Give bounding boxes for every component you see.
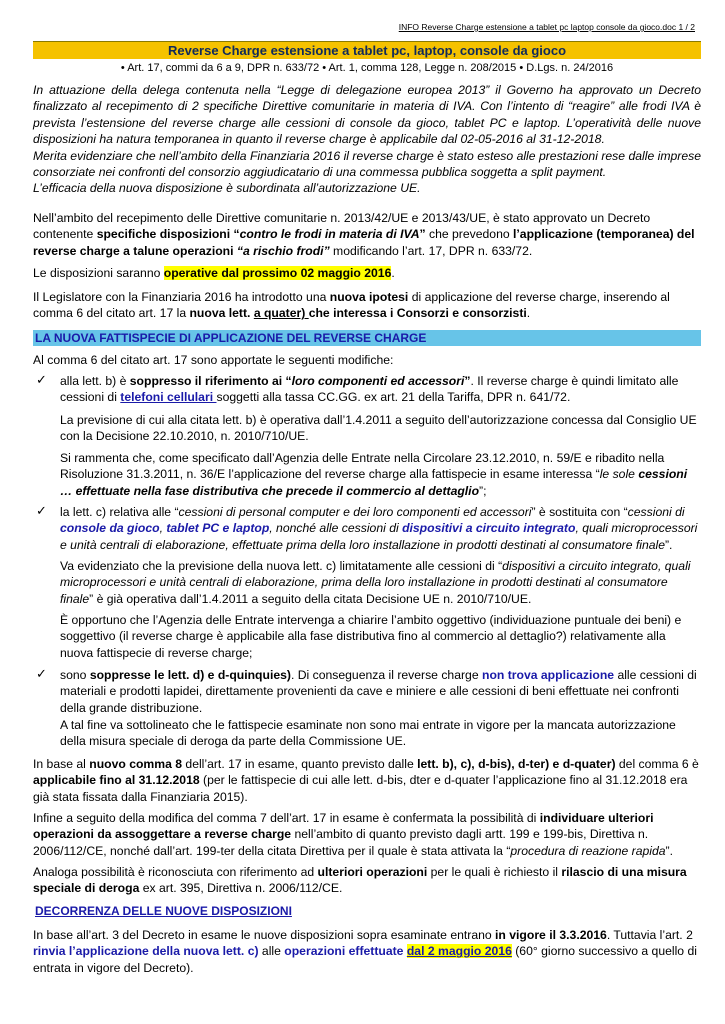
intro-summary xyxy=(33,82,701,197)
checkmark-icon: ✓ xyxy=(36,372,47,387)
link-telefoni-cellulari[interactable]: telefoni cellulari xyxy=(120,390,217,405)
legal-references: • Art. 17, commi da 6 a 9, DPR n. 633/72 • Art. 1, comma 128, Legge n. 208/2015 • D.Lgs. n. 24/2016 xyxy=(120,62,614,74)
list-item-paragraph: Va evidenziato che la previsione della nuova lett. c) limitatamente alle cessioni di “dispositivi a circuito integrato, quali microprocessori e unità centrali di elaborazione, prima della loro installazione in prodotti destinati al consumatore finale” è già operativa dall’1.4.2011 a seguito della citata Decisione UE n. 2010/710/UE. xyxy=(60,559,691,606)
paragraph-operative-date: Le disposizioni saranno operative dal prossimo 02 maggio 2016. xyxy=(33,266,395,280)
intro-paragraph: Merita evidenziare che nell’ambito della Finanziaria 2016 il reverse charge è stato esteso alle prestazioni rese dalle imprese consorziate nei confronti del consorzio aggiudicatario di una commessa pubblica soggetta a split payment. xyxy=(33,148,701,180)
paragraph-modifications-intro: Al comma 6 del citato art. 17 sono apportate le seguenti modifiche: xyxy=(33,353,394,367)
paragraph-decorrenza: In base all’art. 3 del Decreto in esame le nuove disposizioni sopra esaminate entrano in vigore il 3.3.2016. Tuttavia l’art. 2 rinvia l’applicazione della nuova lett. c) alle operazioni effettuate dal 2 maggio 2016 (60° giorno successivo a quello di entrata in vigore del Decreto). xyxy=(33,928,697,975)
intro-paragraph: L’efficacia della nuova disposizione è subordinata all’autorizzazione UE. xyxy=(33,181,421,196)
list-item-lett-b: alla lett. b) è soppresso il riferimento ai “loro componenti ed accessori”. Il reverse charge è quindi limitato alle cessioni di telefoni cellulari soggetti alla tassa CC.GG. ex art. 21 della Tariffa, DPR n. 641/72. xyxy=(60,374,679,405)
paragraph-comma-7: Infine a seguito della modifica del comma 7 dell’art. 17 in esame è confermata la possibilità di individuare ulteriori operazioni da assoggettare a reverse charge nell’ambito di quanto previsto dagli artt. 199 e 199-bis, Direttiva n. 2006/112/CE, nonché dall’art. 199-ter della citata Direttiva per il quale è stata attivata la “procedura di reazione rapida”. xyxy=(33,811,673,858)
list-item-paragraph: Si rammenta che, come specificato dall’Agenzia delle Entrate nella Circolare 23.12.2010, n. 59/E e ribadito nella Risoluzione 31.3.2011, n. 36/E l’applicazione del reverse charge alla fattispecie in esame interessa “le sole cessioni … effettuate nella fase distributiva che precede il commercio al dettaglio”; xyxy=(60,451,688,498)
paragraph-decree: Nell’ambito del recepimento delle Direttive comunitarie n. 2013/42/UE e 2013/43/UE, è stato approvato un Decreto contenente specifiche disposizioni “contro le frodi in materia di IVA” che prevedono l’applicazione (temporanea) del reverse charge a talune operazioni “a rischio frodi” modificando l’art. 17, DPR n. 633/72. xyxy=(33,211,695,258)
paragraph-comma-8: In base al nuovo comma 8 dell’art. 17 in esame, quanto previsto dalle lett. b), c), d-bis), d-ter) e d-quater) del comma 6 è applicabile fino al 31.12.2018 (per le fattispecie di cui alle lett. d-bis, dter e d-quater l’applicazione fino al 31.12.2018 era già stata fissata dalla Finanziaria 2015). xyxy=(33,757,699,804)
list-item-paragraph: A tal fine va sottolineato che le fattispecie esaminate non sono mai entrate in vigore per la mancata autorizzazione della misura speciale di deroga da parte della Commissione UE. xyxy=(60,718,676,749)
paragraph-finanziaria: Il Legislatore con la Finanziaria 2016 ha introdotto una nuova ipotesi di applicazione del reverse charge, inserendo al comma 6 del citato art. 17 la nuova lett. a quater) che interessa i Consorzi e consorzisti. xyxy=(33,290,670,321)
paragraph-deroga: Analoga possibilità è riconosciuta con riferimento ad ulteriori operazioni per le quali è richiesto il rilascio di una misura speciale di deroga ex art. 395, Direttiva n. 2006/112/CE. xyxy=(33,865,687,896)
list-item-paragraph: È opportuno che l’Agenzia delle Entrate intervenga a chiarire l’ambito oggettivo (individuazione puntuale dei beni) e soggettivo (il reverse charge è applicabile alla fase distributiva fino al commercio al dettaglio?) relativamente alla nuova fattispecie di reverse charge; xyxy=(60,613,682,660)
file-reference: INFO Reverse Charge estensione a tablet pc laptop console da gioco.doc 1 / 2 xyxy=(398,22,695,32)
checkmark-icon: ✓ xyxy=(36,666,47,681)
list-item-paragraph: La previsione di cui alla citata lett. b) è operativa dall’1.4.2011 a seguito dell’autorizzazione concessa dal Consiglio UE con la Decisione 22.10.2010, n. 2010/710/UE. xyxy=(60,413,697,444)
highlight-date: dal 2 maggio 2016 xyxy=(406,944,512,959)
list-item-lett-c: la lett. c) relativa alle “cessioni di personal computer e dei loro componenti ed accessori” è sostituita con “cessioni di console da gioco, tablet PC e laptop, nonché alle cessioni di dispositivi a circuito integrato, quali microprocessori e unità centrali di elaborazione, effettuate prima della loro installazione in prodotti destinati al consumatore finale”. xyxy=(60,505,698,552)
highlight-date: operative dal prossimo 02 maggio 2016 xyxy=(163,266,392,280)
section-heading-new-case: LA NUOVA FATTISPECIE DI APPLICAZIONE DEL REVERSE CHARGE xyxy=(33,330,701,346)
intro-paragraph: In attuazione della delega contenuta nella “Legge di delegazione europea 2013” il Governo ha approvato un Decreto finalizzato al recepimento di 2 specifiche Direttive comunitarie in materia di IVA. Con l’intento di “reagire” alle frodi IVA è prevista l’estensione del reverse charge alle cessioni di console da gioco, tablet PC e laptop. L’operatività delle nuove disposizioni ha natura temporanea in quanto il reverse charge è applicabile dal 02-05-2016 al 31-12-2018. xyxy=(33,83,701,147)
document-title: Reverse Charge estensione a tablet pc, laptop, console da gioco xyxy=(33,41,701,59)
section-heading-decorrenza: DECORRENZA DELLE NUOVE DISPOSIZIONI xyxy=(35,904,292,918)
list-item-lett-d: sono soppresse le lett. d) e d-quinquies). Di conseguenza il reverse charge non trova applicazione alle cessioni di materiali e prodotti lapidei, direttamente provenienti da cave e miniere e alle cessioni di beni effettuate nei confronti della grande distribuzione. xyxy=(60,668,697,715)
checkmark-icon: ✓ xyxy=(36,503,47,518)
